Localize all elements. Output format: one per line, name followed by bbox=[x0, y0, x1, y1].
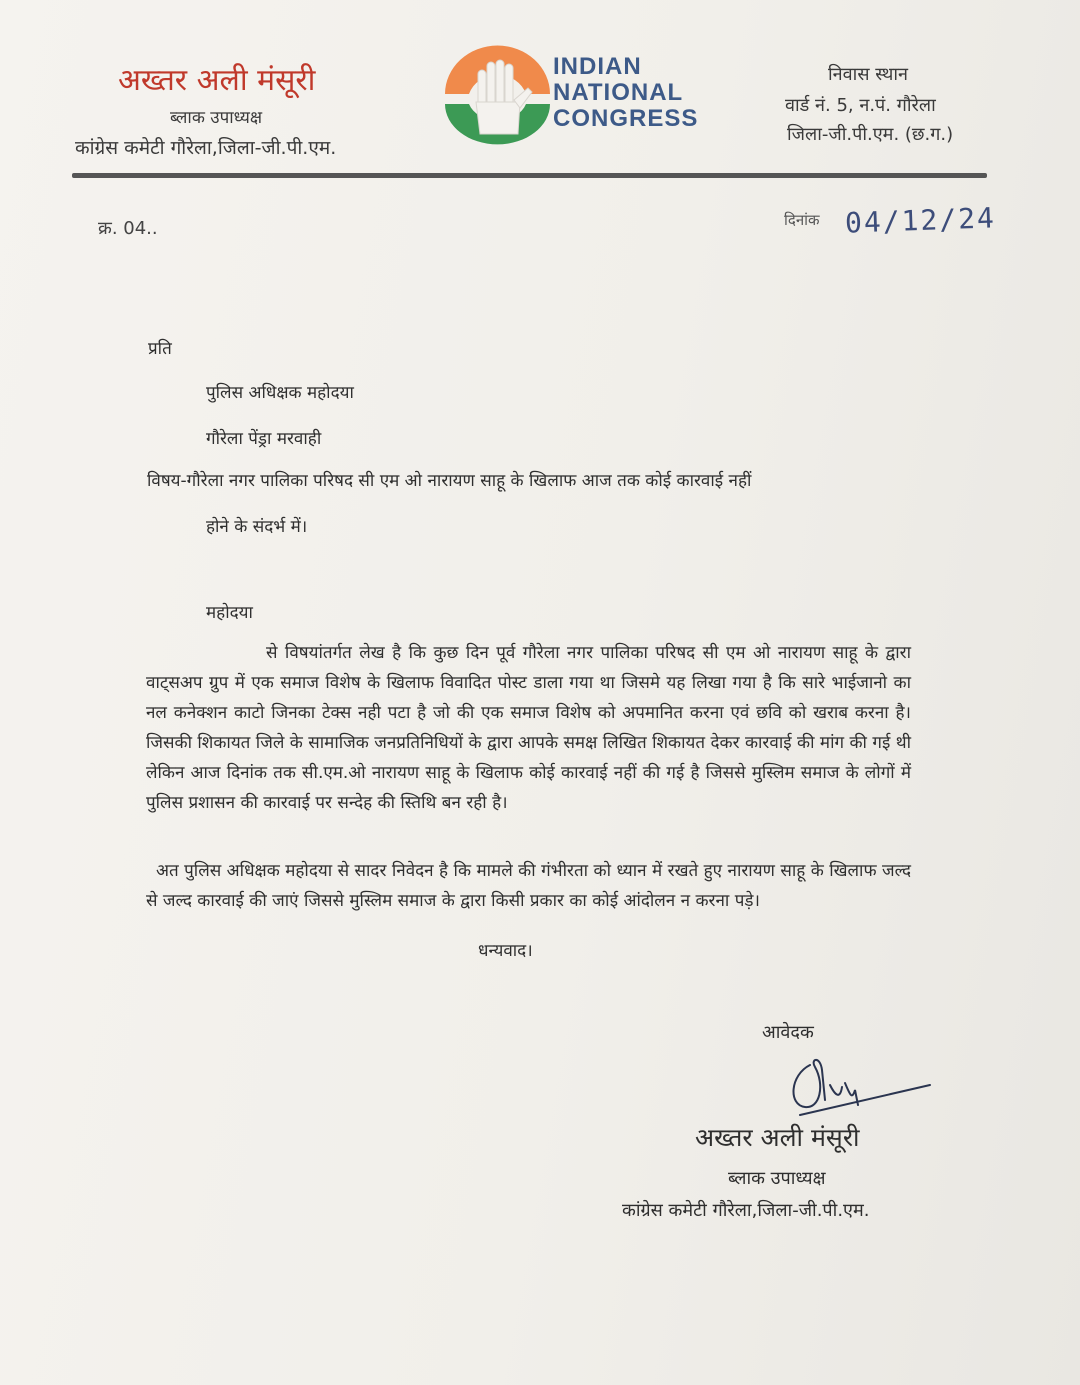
congress-wordmark bbox=[553, 54, 698, 132]
address-line-2: वार्ड नं. 5, न.पं. गौरेला bbox=[785, 95, 936, 116]
recipient-line-1: पुलिस अधिक्षक महोदया bbox=[206, 383, 354, 403]
salutation: महोदया bbox=[206, 603, 253, 623]
signer-post: ब्लाक उपाध्यक्ष bbox=[728, 1168, 826, 1189]
date-value: 04/12/24 bbox=[844, 201, 997, 240]
reference-number: क्र. 04.. bbox=[98, 218, 158, 239]
body-paragraph-1: से विषयांतर्गत लेख है कि कुछ दिन पूर्व गौरेला नगर पालिका परिषद सी एम ओ नारायण साहू के द्वारा वाट्सअप ग्रुप में एक समाज विशेष के खिलाफ विवादित पोस्ट डाला गया था जिसमे यह लिखा गया है कि सारे भाईजानो का नल कनेक्शन काटो जिनका टेक्स नही पटा है जो की एक समाज विशेष को अपमानित करना एवं छवि को खराब करना है। जिसकी शिकायत जिले के सामाजिक जनप्रतिनिधियों के द्वारा आपके समक्ष लिखित शिकायत देकर कारवाई की मांग की गई थी लेकिन आज दिनांक तक सी.एम.ओ नारायण साहू के खिलाफ कोई कारवाई नहीं की गई है जिससे मुस्लिम समाज के लोगों में पुलिस प्रशासन की कारवाई पर सन्देह की स्तिथि बन रही है। bbox=[146, 643, 911, 813]
signer-organization: कांग्रेस कमेटी गौरेला,जिला-जी.पी.एम. bbox=[622, 1200, 870, 1221]
address-line-3: जिला-जी.पी.एम. (छ.ग.) bbox=[787, 124, 954, 145]
wordmark-line-2: NATIONAL bbox=[553, 79, 684, 106]
letterhead-name: अख्तर अली मंसूरी bbox=[118, 63, 316, 98]
subject-line-1: विषय-गौरेला नगर पालिका परिषद सी एम ओ नारायण साहू के खिलाफ आज तक कोई कारवाई नहीं bbox=[147, 471, 752, 491]
date-label: दिनांक bbox=[784, 211, 820, 229]
applicant-label: आवेदक bbox=[762, 1022, 814, 1043]
congress-hand-logo bbox=[440, 42, 555, 147]
thanks-text: धन्यवाद। bbox=[478, 941, 533, 961]
body-paragraph-2: अत पुलिस अधिक्षक महोदया से सादर निवेदन है कि मामले की गंभीरता को ध्यान में रखते हुए नारायण साहू के खिलाफ जल्द से जल्द कारवाई की जाएं जिससे मुस्लिम समाज के द्वारा किसी प्रकार का कोई आंदोलन न करना पड़े। bbox=[146, 861, 911, 911]
subject-line-2: होने के संदर्भ में। bbox=[206, 517, 308, 537]
handwritten-signature bbox=[780, 1045, 940, 1125]
to-label: प्रति bbox=[148, 339, 172, 359]
wordmark-line-3: CONGRESS bbox=[553, 105, 699, 132]
wordmark-line-1: INDIAN bbox=[553, 53, 642, 80]
signer-name: अख्तर अली मंसूरी bbox=[695, 1123, 860, 1152]
address-line-1: निवास स्थान bbox=[828, 64, 909, 85]
recipient-line-2: गौरेला पेंड्रा मरवाही bbox=[206, 429, 322, 449]
letterhead-organization: कांग्रेस कमेटी गौरेला,जिला-जी.पी.एम. bbox=[75, 137, 337, 159]
letterhead-post: ब्लाक उपाध्यक्ष bbox=[170, 108, 263, 128]
letterhead-divider bbox=[72, 173, 987, 178]
